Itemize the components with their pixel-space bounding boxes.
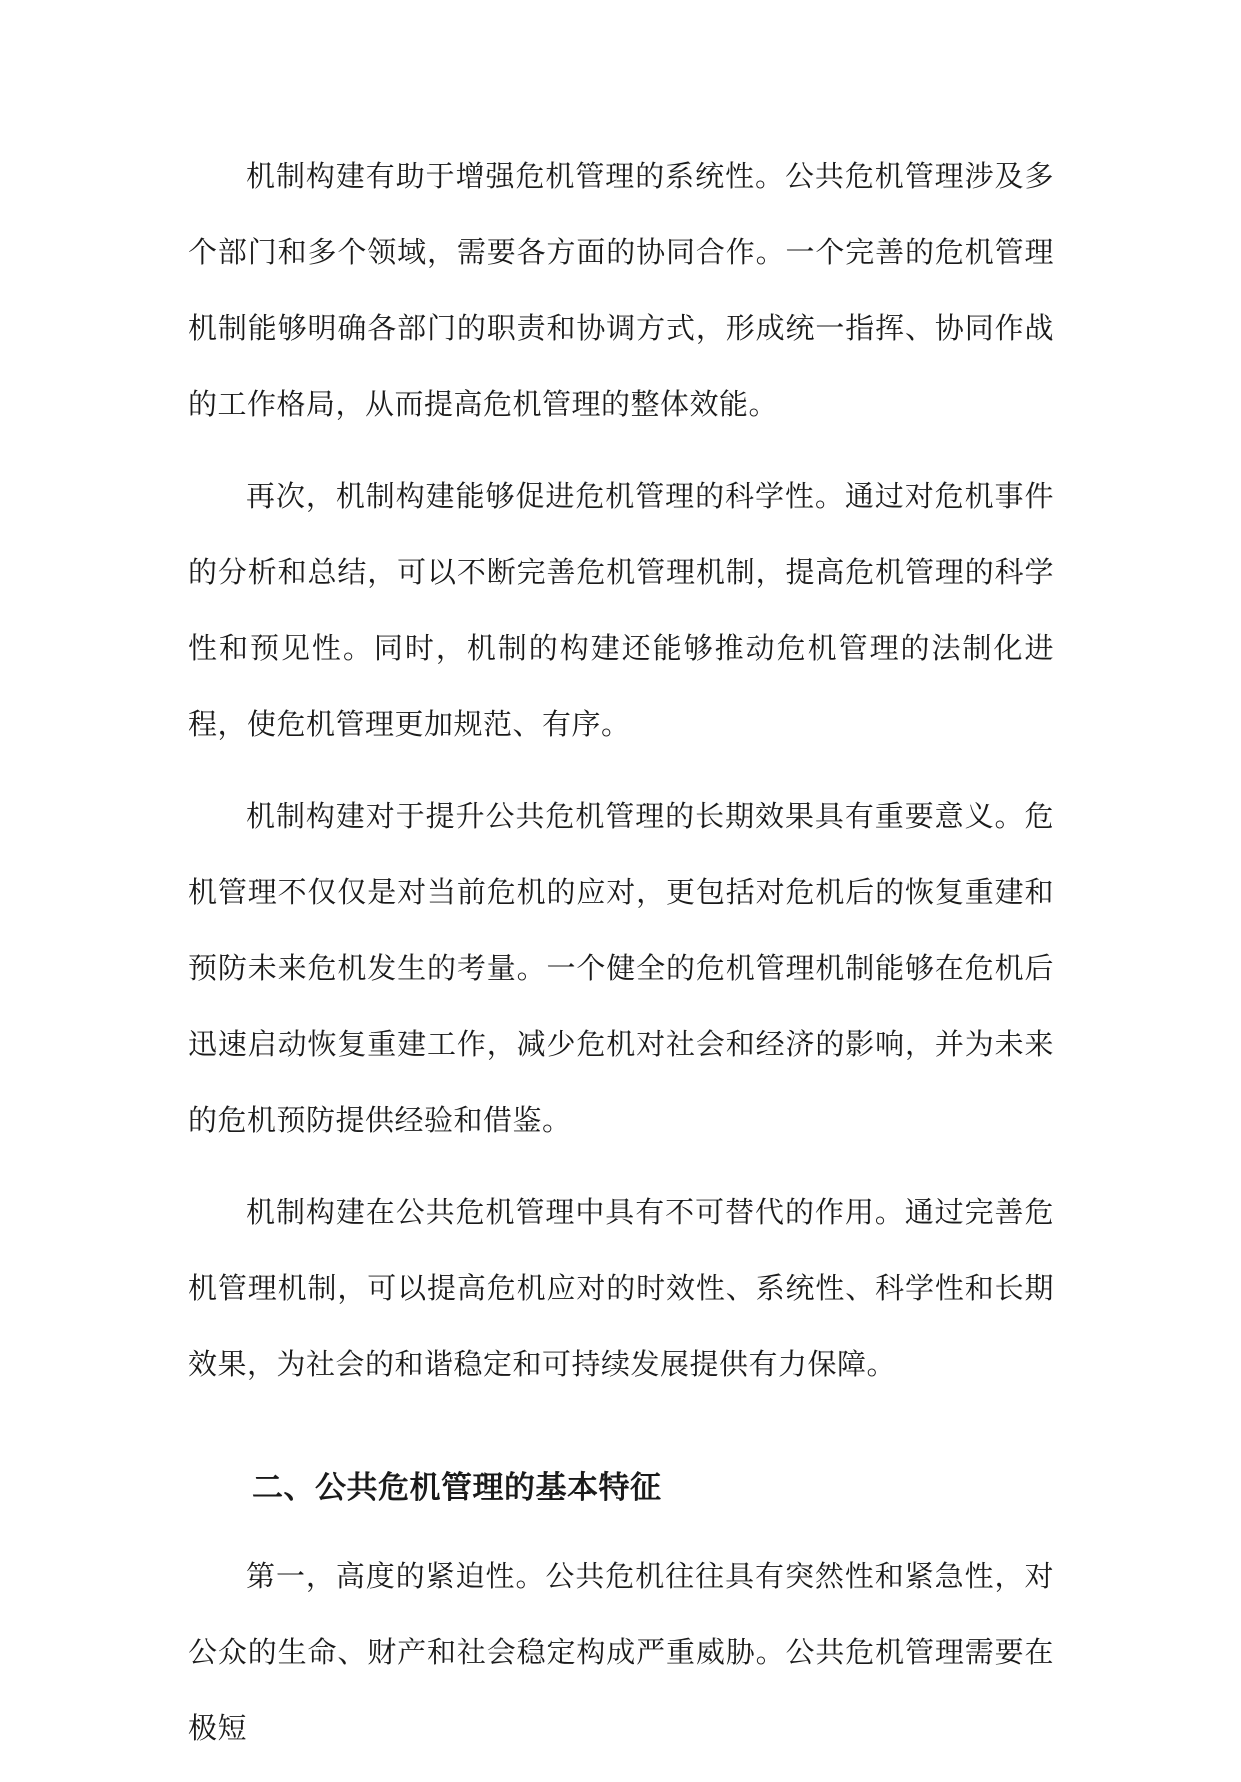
document-body — [188, 138, 1054, 1782]
paragraph-conclusion: 机制构建在公共危机管理中具有不可替代的作用。通过完善危机管理机制，可以提高危机应对的时效性、系统性、科学性和长期效果，为社会的和谐稳定和可持续发展提供有力保障。 — [188, 1195, 1054, 1381]
paragraph-system: 机制构建有助于增强危机管理的系统性。公共危机管理涉及多个部门和多个领域，需要各方面的协同合作。一个完善的危机管理机制能够明确各部门的职责和协调方式，形成统一指挥、协同作战的工作格局，从而提高危机管理的整体效能。 — [188, 159, 1054, 421]
paragraph-urgency: 第一，高度的紧迫性。公共危机往往具有突然性和紧急性，对公众的生命、财产和社会稳定构成严重威胁。公共危机管理需要在极短 — [188, 1559, 1054, 1745]
paragraph-long-term: 机制构建对于提升公共危机管理的长期效果具有重要意义。危机管理不仅仅是对当前危机的应对，更包括对危机后的恢复重建和预防未来危机发生的考量。一个健全的危机管理机制能够在危机后迅速启动恢复重建工作，减少危机对社会和经济的影响，并为未来的危机预防提供经验和借鉴。 — [188, 799, 1054, 1137]
paragraph-science: 再次，机制构建能够促进危机管理的科学性。通过对危机事件的分析和总结，可以不断完善危机管理机制，提高危机管理的科学性和预见性。同时，机制的构建还能够推动危机管理的法制化进程，使危机管理更加规范、有序。 — [188, 479, 1054, 741]
section-heading: 二、公共危机管理的基本特征 — [252, 1470, 662, 1506]
